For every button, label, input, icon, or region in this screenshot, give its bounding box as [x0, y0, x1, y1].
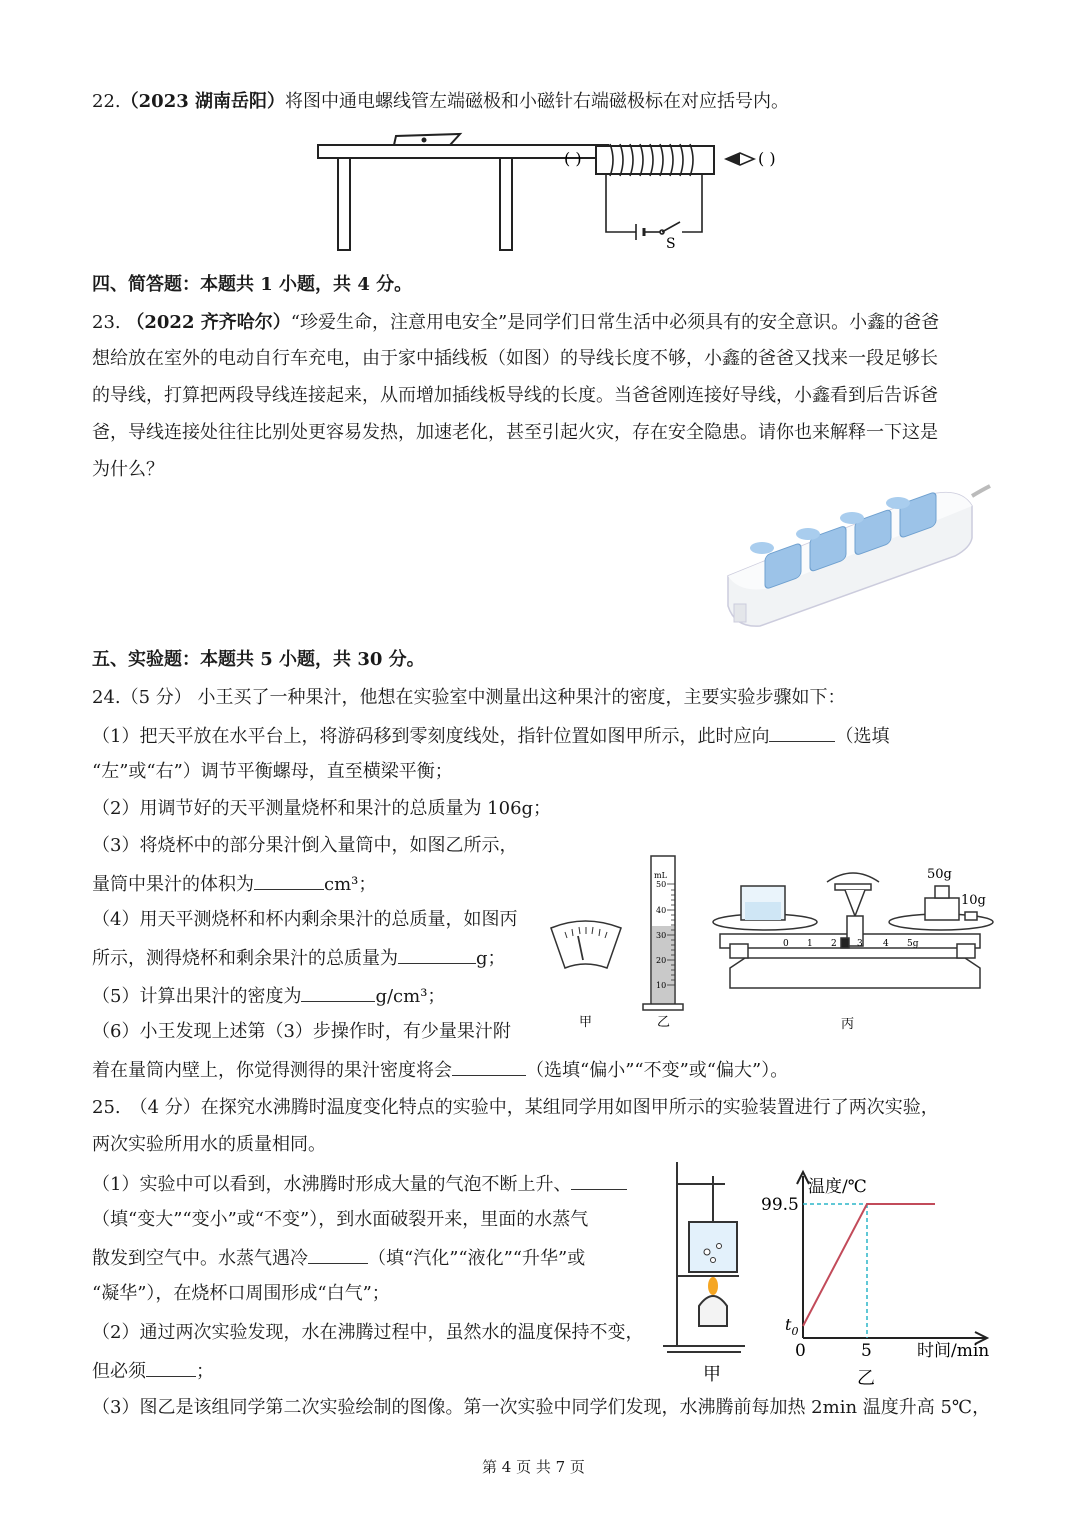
graph-ylabel: 温度/℃ — [808, 1177, 867, 1197]
q22-stem: 22.（2023 湖南岳阳）将图中通电螺线管左端磁极和小磁针右端磁极标在对应括号内。 — [92, 91, 790, 112]
scale-tick-1: 1 — [807, 939, 813, 949]
q23-line4: 爸，导线连接处往往比别处更容易发热，加速老化，甚至引起火灾，存在安全隐患。请你也来解释一下这是 — [92, 422, 938, 443]
fig-yi-label: 乙 — [657, 1015, 671, 1030]
q25-p1-line4: “凝华”），在烧杯口周围形成“白气”； — [92, 1283, 390, 1304]
q25-blank2[interactable] — [308, 1245, 368, 1264]
section4-title: 四、简答题：本题共 1 小题，共 4 分。 — [92, 274, 413, 295]
q25-fig-jia-label: 甲 — [703, 1364, 721, 1385]
q23-line5: 为什么？ — [92, 459, 164, 480]
scale-tick-3: 3 — [857, 939, 863, 949]
weight-50g-label: 50g — [927, 867, 952, 882]
weight-10g-label: 10g — [961, 893, 986, 908]
q25-fig-yi-label: 乙 — [857, 1368, 875, 1389]
q25-blank3[interactable] — [146, 1358, 196, 1377]
cyl-tick-10: 10 — [656, 981, 667, 990]
q24-step3-cont: 量筒中果汁的体积为 cm³； — [92, 871, 376, 896]
fig-jia-label: 甲 — [579, 1015, 593, 1030]
balance-pointer-dial — [551, 921, 621, 968]
q25-blank1[interactable] — [571, 1171, 627, 1190]
fig-bing-label: 丙 — [841, 1017, 855, 1032]
graph-x5-label: 5 — [861, 1341, 872, 1361]
q24-step3: （3）将烧杯中的部分果汁倒入量筒中，如图乙所示， — [92, 835, 518, 856]
table-leg-left — [338, 158, 350, 250]
q25-p1-line2: （填“变大”“变小”或“不变”），到水面破裂开来，里面的水蒸气 — [92, 1209, 589, 1230]
balance-scale — [713, 873, 993, 988]
graph-boil-label: 99.5 — [761, 1195, 799, 1215]
cyl-tick-20: 20 — [656, 956, 667, 965]
needle-right-pole-blank: ( ) — [758, 149, 776, 168]
graph-origin-label: 0 — [795, 1341, 806, 1361]
table-leg-right — [500, 158, 512, 250]
temperature-graph — [761, 1166, 1005, 1391]
magnet-on-table — [394, 134, 460, 145]
q24-blank2[interactable] — [254, 871, 324, 890]
q25-p1-line1: （1）实验中可以看到，水沸腾时形成大量的气泡不断上升、 — [92, 1171, 627, 1196]
q24-step1: （1）把天平放在水平台上，将游码移到零刻度线处，指针位置如图甲所示，此时应向 （选填 — [92, 723, 889, 748]
q24-blank5[interactable] — [452, 1057, 526, 1076]
cyl-tick-40: 40 — [656, 906, 667, 915]
q24-step5: （5）计算出果汁的密度为 g/cm³； — [92, 983, 445, 1008]
q25-p2-line1: （2）通过两次实验发现，水在沸腾过程中，虽然水的温度保持不变， — [92, 1322, 644, 1343]
q23-line3: 的导线，打算把两段导线连接起来，从而增加插线板导线的长度。当爸爸刚连接好导线，小鑫看到后告诉爸 — [92, 385, 938, 406]
boiling-apparatus — [655, 1156, 755, 1386]
q24-step2: （2）用调节好的天平测量烧杯和果汁的总质量为 106g； — [92, 798, 552, 819]
q24-figures — [545, 850, 995, 1035]
q25-p3: （3）图乙是该组同学第二次实验绘制的图像。第一次实验中同学们发现，水沸腾前每加热 2min 温度升高 5℃， — [92, 1397, 991, 1418]
graduated-cylinder — [643, 856, 683, 1010]
q23-line2: 想给放在室外的电动自行车充电，由于家中插线板（如图）的导线长度不够，小鑫的爸爸又找来一段足够长 — [92, 348, 938, 369]
q24-blank4[interactable] — [301, 983, 375, 1002]
cyl-tick-30: 30 — [656, 931, 667, 940]
graph-xlabel: 时间/min — [917, 1341, 990, 1361]
flame-icon — [708, 1277, 718, 1295]
q24-step4-cont: 所示，测得烧杯和剩余果汁的总质量为 g； — [92, 945, 506, 970]
scale-tick-2: 2 — [831, 939, 837, 949]
cyl-tick-50: 50 — [656, 880, 667, 889]
q22-figure — [310, 128, 790, 254]
q24-blank3[interactable] — [398, 945, 476, 964]
graph-series-line — [803, 1204, 935, 1326]
solenoid-left-pole-blank: ( ) — [564, 149, 582, 168]
section5-title: 五、实验题：本题共 5 小题，共 30 分。 — [92, 649, 425, 670]
q25-head2: 两次实验所用水的质量相同。 — [92, 1134, 326, 1155]
q24-head: 24.（5 分） 小王买了一种果汁，他想在实验室中测量出这种果汁的密度，主要实验步骤如下： — [92, 687, 846, 708]
page-footer: 第 4 页 共 7 页 — [482, 1458, 585, 1476]
q25-p2-line2: 但必须 ； — [92, 1358, 214, 1383]
scale-tick-4: 4 — [883, 939, 889, 949]
q25-p1-line3: 散发到空气中。水蒸气遇冷 （填“汽化”“液化”“升华”或 — [92, 1245, 585, 1270]
q24-step4: （4）用天平测烧杯和杯内剩余果汁的总质量，如图丙 — [92, 909, 518, 930]
q24-step6: （6）小王发现上述第（3）步操作时，有少量果汁附 — [92, 1021, 511, 1042]
q24-blank1[interactable] — [769, 723, 835, 742]
power-strip-image — [720, 476, 990, 636]
q23-line1: 23. （2022 齐齐哈尔）“珍爱生命，注意用电安全”是同学们日常生活中必须具有的安全意识。小鑫的爸爸 — [92, 312, 940, 333]
cylinder-unit: mL — [654, 871, 667, 880]
q24-step6-cont: 着在量筒内壁上，你觉得测得的果汁密度将会 （选填“偏小”“不变”或“偏大”）。 — [92, 1057, 788, 1082]
scale-tick-0: 0 — [783, 939, 789, 949]
q25-head1: 25. （4 分）在探究水沸腾时温度变化特点的实验中，某组同学用如图甲所示的实验装置进行了两次实验， — [92, 1097, 939, 1118]
graph-t0-label: $t_0$ — [785, 1315, 799, 1338]
switch-label: S — [666, 236, 676, 252]
q24-step1-cont: “左”或“右”）调节平衡螺母，直至横梁平衡； — [92, 761, 453, 782]
scale-tick-5g: 5g — [907, 939, 919, 949]
